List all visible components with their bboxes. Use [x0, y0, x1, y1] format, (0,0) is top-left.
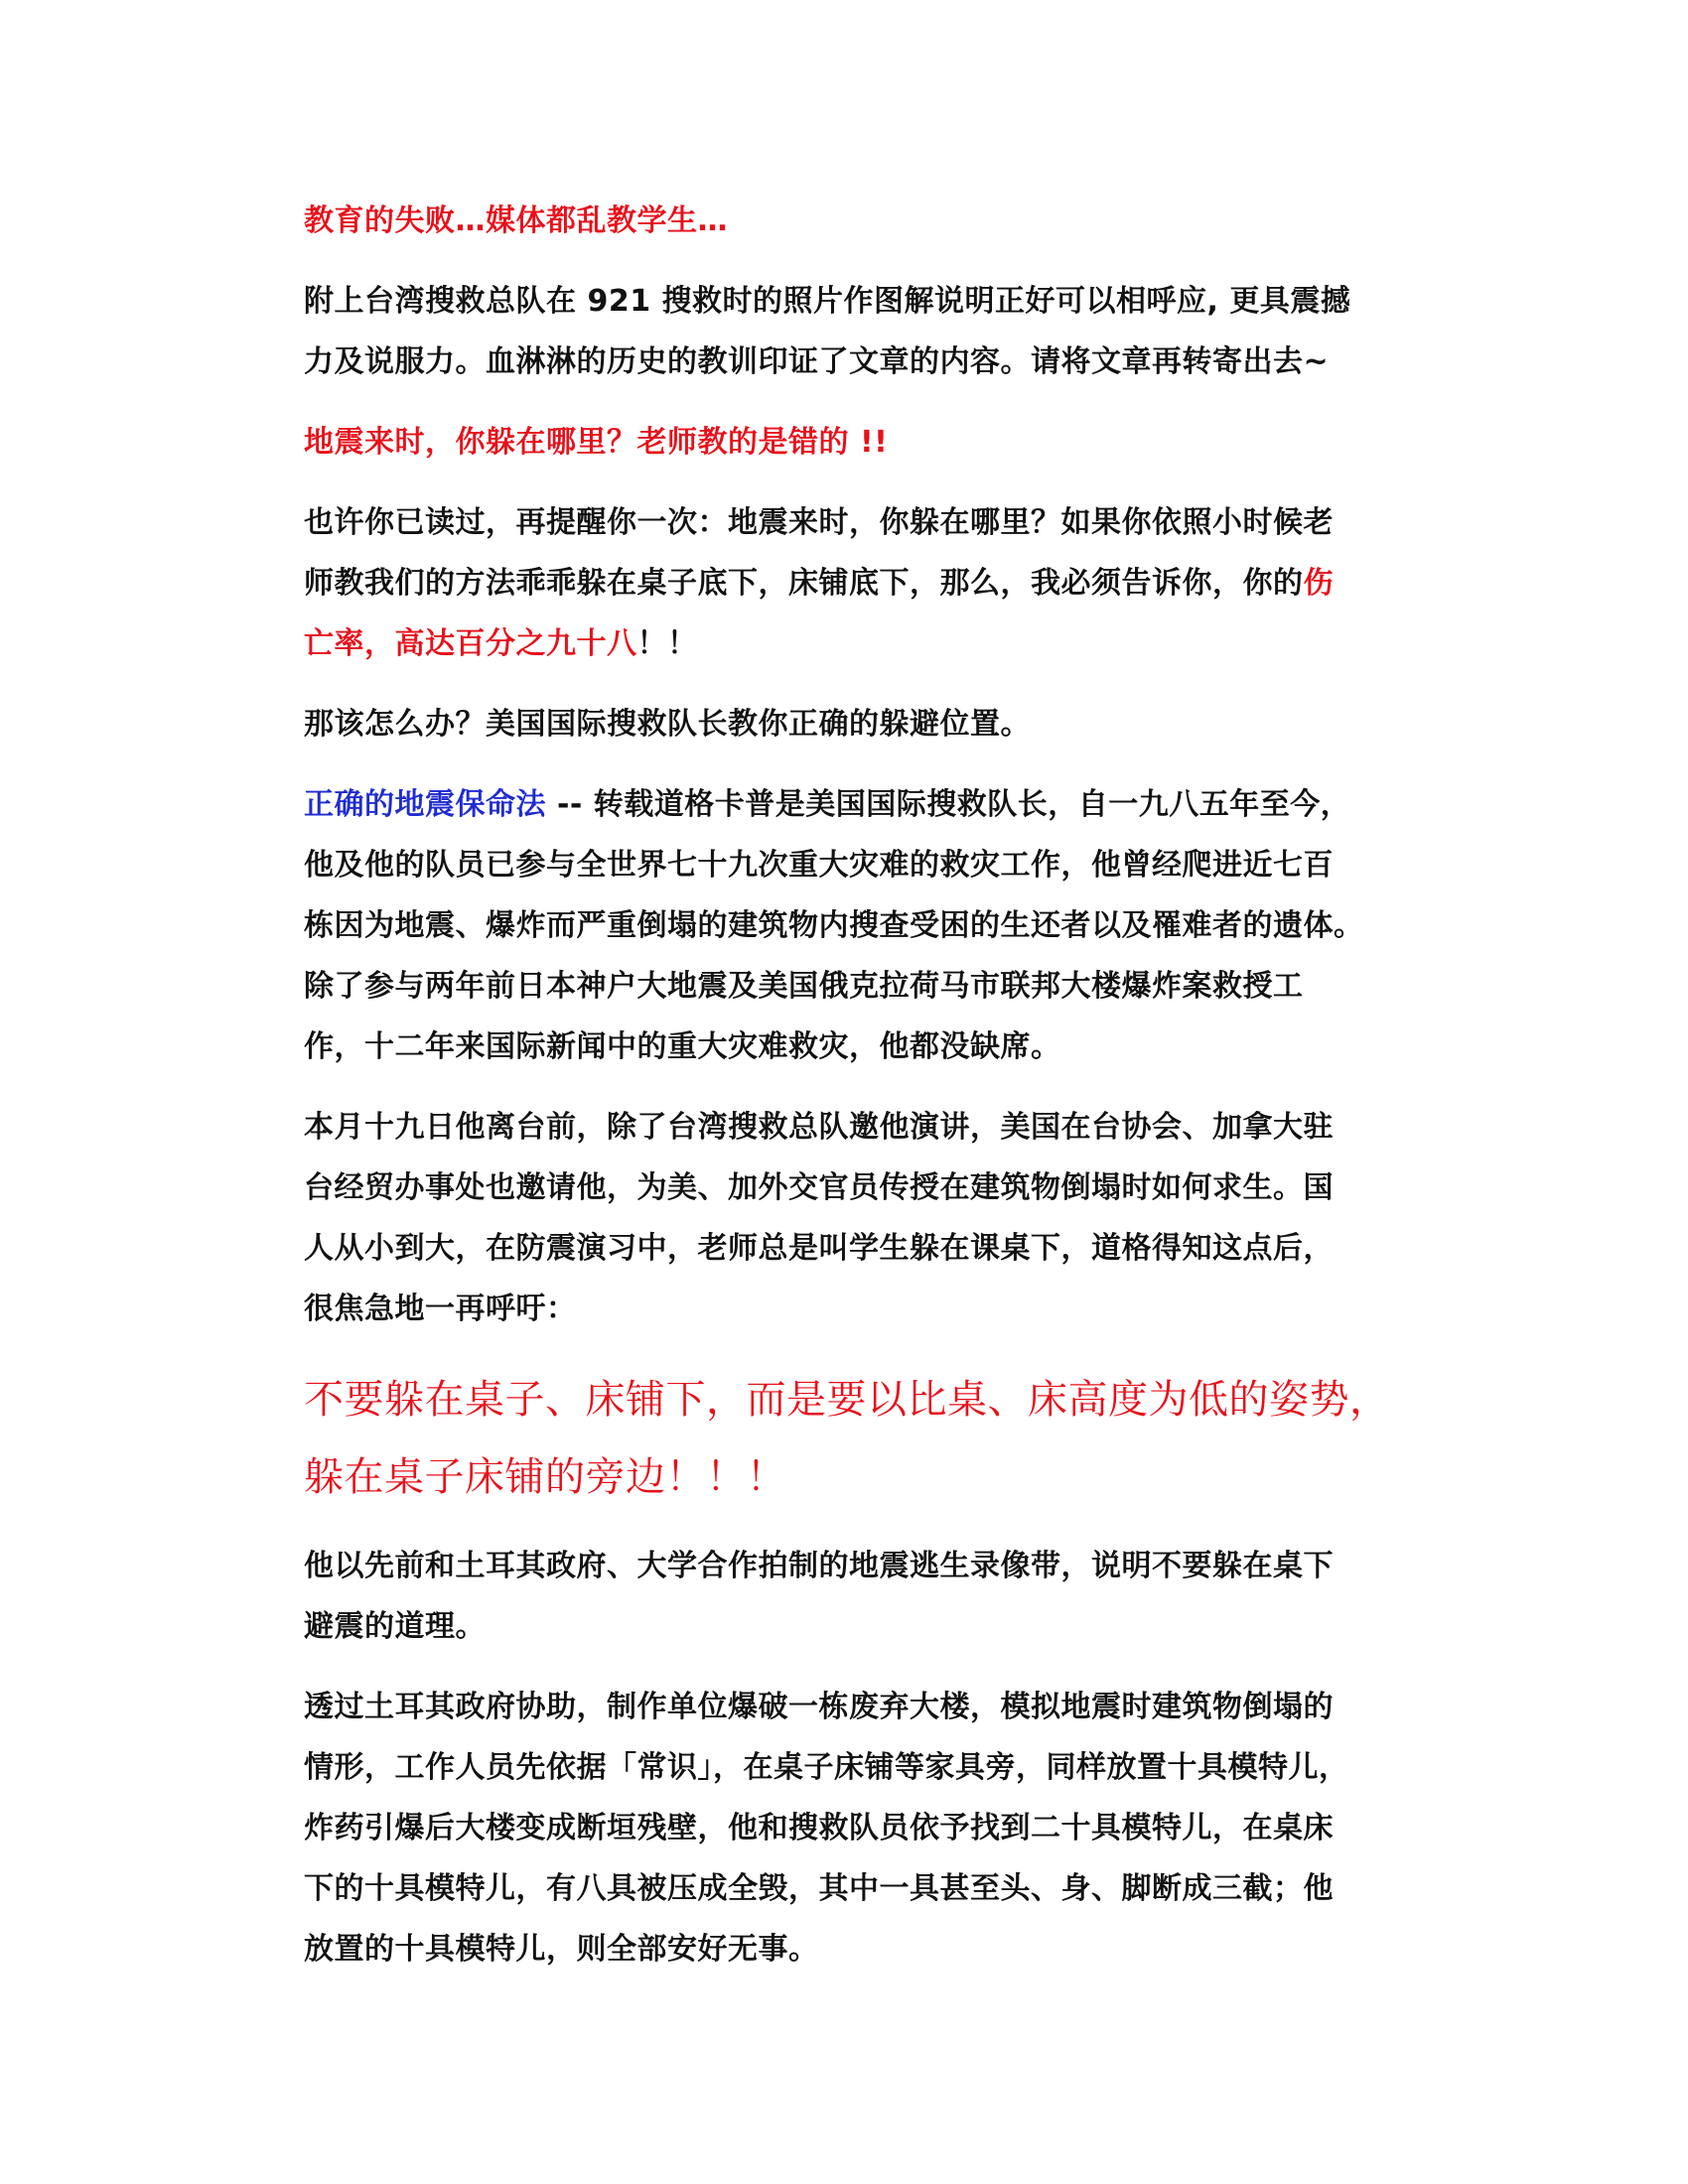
paragraph-line: 栋因为地震、爆炸而严重倒塌的建筑物内搜查受困的生还者以及罹难者的遗体。 — [304, 908, 1364, 943]
highlight-casualty-rate: 伤 — [1303, 566, 1334, 601]
intro-line: 力及说服力。血淋淋的历史的教训印证了文章的内容。请将文章再转寄出去~ — [304, 344, 1330, 379]
paragraph-taiwan-visit — [304, 1097, 1396, 1339]
paragraph-line: 除了参与两年前日本神户大地震及美国俄克拉荷马市联邦大楼爆炸案救授工 — [304, 969, 1304, 1004]
highlight-casualty-rate: 亡率，高达百分之九十八 — [304, 626, 637, 661]
paragraph-what-to-do: 那该怎么办？美国国际搜救队长教你正确的躲避位置。 — [304, 707, 1031, 742]
paragraph-line: 也许你已读过，再提醒你一次：地震来时，你躲在哪里？如果你依照小时候老 — [304, 505, 1334, 540]
intro-paragraph — [304, 271, 1396, 392]
emphasis-block — [304, 1361, 1396, 1516]
text-run: 师教我们的方法乖乖躲在桌子底下，床铺底下，那么，我必须告诉你，你的 — [304, 566, 1304, 601]
paragraph-doug-copp — [304, 774, 1396, 1077]
paragraph-line: 很焦急地一再呼吁： — [304, 1292, 577, 1326]
emphasis-line: 躲在桌子床铺的旁边！！！ — [304, 1454, 786, 1500]
text-run: -- 转载道格卡普是美国国际搜救队长，自一九八五年至今， — [546, 787, 1351, 822]
paragraph-line: 放置的十具模特儿，则全部安好无事。 — [304, 1932, 819, 1967]
intro-line: 附上台湾搜救总队在 921 搜救时的照片作图解说明正好可以相呼应, 更具震撼 — [304, 284, 1351, 319]
paragraph-line: 本月十九日他离台前，除了台湾搜救总队邀他演讲，美国在台协会、加拿大驻 — [304, 1110, 1334, 1145]
paragraph-line: 下的十具模特儿，有八具被压成全毁，其中一具甚至头、身、脚断成三截；他 — [304, 1871, 1334, 1906]
paragraph-line: 他及他的队员已参与全世界七十九次重大灾难的救灾工作，他曾经爬进近七百 — [304, 848, 1334, 883]
paragraph-line: 炸药引爆后大楼变成断垣残壁，他和搜救队员依予找到二十具模特儿，在桌床 — [304, 1811, 1334, 1845]
emphasis-line: 不要躲在桌子、床铺下，而是要以比桌、床高度为低的姿势， — [304, 1377, 1390, 1423]
heading-where-to-hide: 地震来时，你躲在哪里？老师教的是错的 !! — [304, 425, 889, 460]
text-run: ！！ — [636, 626, 698, 661]
paragraph-line — [304, 774, 1396, 835]
paragraph-line: 人从小到大，在防震演习中，老师总是叫学生躲在课桌下，道格得知这点后， — [304, 1231, 1334, 1266]
paragraph-line: 透过土耳其政府协助，制作单位爆破一栋废弃大楼，模拟地震时建筑物倒塌的 — [304, 1690, 1334, 1724]
paragraph-line — [304, 553, 1396, 614]
paragraph-line: 他以先前和土耳其政府、大学合作拍制的地震逃生录像带，说明不要躲在桌下 — [304, 1549, 1334, 1583]
paragraph-line — [304, 614, 1396, 674]
paragraph-video-demo — [304, 1536, 1396, 1657]
paragraph-reminder — [304, 492, 1396, 674]
subtitle-correct-method: 正确的地震保命法 — [304, 787, 546, 822]
document-page — [304, 191, 1396, 1979]
paragraph-line: 台经贸办事处也邀请他，为美、加外交官员传授在建筑物倒塌时如何求生。国 — [304, 1170, 1334, 1205]
heading-education-failure: 教育的失败…媒体都乱教学生… — [304, 204, 728, 238]
paragraph-line: 作，十二年来国际新闻中的重大灾难救灾，他都没缺席。 — [304, 1029, 1061, 1064]
paragraph-line: 避震的道理。 — [304, 1609, 486, 1644]
paragraph-line: 情形，工作人员先依据「常识」，在桌子床铺等家具旁，同样放置十具模特儿， — [304, 1750, 1349, 1785]
paragraph-experiment — [304, 1677, 1396, 1979]
